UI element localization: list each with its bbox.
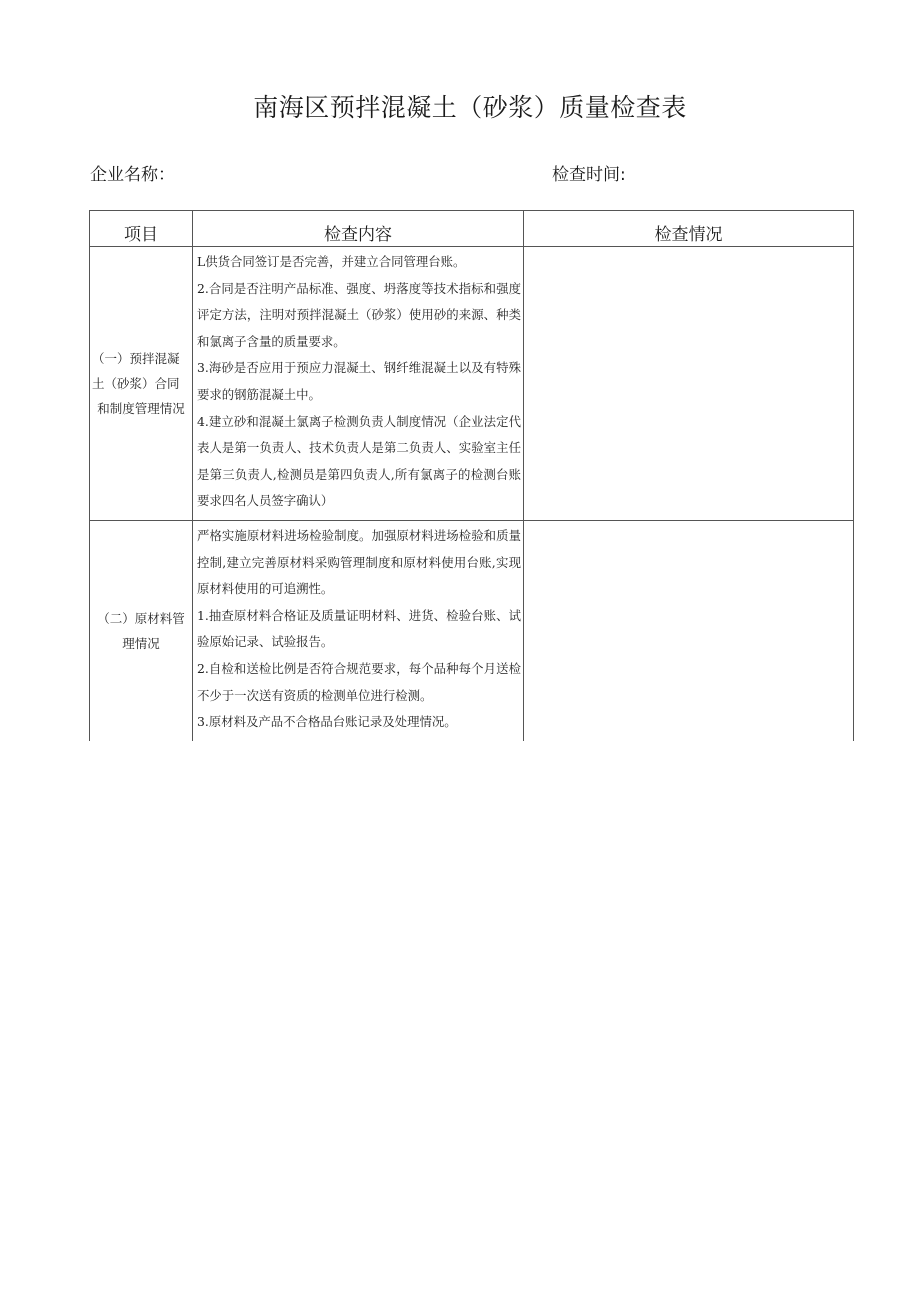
content-line: 3.原材料及产品不合格品台账记录及处理情况。 [197,714,457,730]
content-line: 1.抽查原材料合格证及质量证明材料、进货、检验台账、试验原始记录、试验报告。 [197,607,521,650]
inspection-table [89,210,854,741]
company-name-label: 企业名称： [90,165,175,185]
table-row [90,521,854,741]
table-row [90,247,854,521]
header-content: 检查内容 [193,211,524,247]
content-line: 2.合同是否注明产品标准、强度、坍落度等技术指标和强度评定方法，注明对预拌混凝土（砂浆）使用砂的来源、种类和氯离子含量的质量要求。 [197,280,521,349]
content-cell-contract [193,247,524,521]
content-cell-materials [193,521,524,741]
status-cell-contract[interactable] [524,247,854,521]
item-label: （二）原材料管理情况 [97,610,185,651]
item-label: （一）预拌混凝土（砂浆）合同和制度管理情况 [92,351,185,416]
item-cell-contract [90,247,193,521]
inspection-time-label: 检查时间: [552,165,626,185]
content-line: 4.建立砂和混凝土氯离子检测负责人制度情况（企业法定代表人是第一负责人、技术负责人是第二负责人、实验室主任是第三负责人,检测员是第四负责人,所有氯离子的检测台账要求四名人员签字确认） [197,413,521,509]
content-line: L供货合同签订是否完善，并建立合同管理台账。 [197,254,466,269]
page-title: 南海区预拌混凝土（砂浆）质量检查表 [253,93,687,122]
status-cell-materials[interactable] [524,521,854,741]
header-item: 项目 [90,211,193,247]
content-line: 严格实施原材料进场检验制度。加强原材料进场检验和质量控制,建立完善原材料采购管理制度和原材料使用台账,实现原材料使用的可追溯性。 [197,528,521,597]
item-cell-materials [90,521,193,741]
content-line: 3.海砂是否应用于预应力混凝土、钢纤维混凝土以及有特殊要求的钢筋混凝土中。 [197,360,521,402]
header-status: 检查情况 [524,211,854,247]
table-header-row [90,211,854,247]
content-line: 2.自检和送检比例是否符合规范要求，每个品种每个月送检不少于一次送有资质的检测单位进行检测。 [197,660,521,703]
